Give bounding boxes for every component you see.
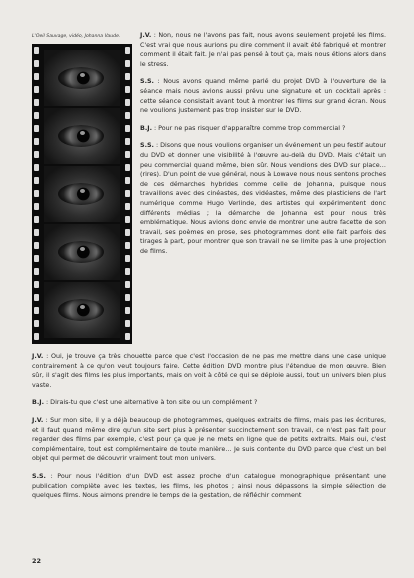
paragraph — [32, 472, 386, 501]
film-perforation — [34, 177, 39, 184]
film-perforation — [34, 203, 39, 210]
paragraph-text: : Dirais-tu que c'est une alternative à ton site ou un complément ? — [44, 399, 258, 407]
filmstrip-perforations-right — [123, 44, 132, 344]
paragraph-text: : Pour nous l'édition d'un DVD est assez proche d'un catalogue monographique présentant une publication complète avec les textes, les films, les photos ; ainsi nous dépassons la simple sélection de quelques films. Nous aimons prendre le temps de la gestation, de réfléchir comment — [32, 472, 386, 500]
film-perforation — [125, 73, 130, 80]
film-perforation — [125, 320, 130, 327]
film-perforation — [125, 138, 130, 145]
filmstrip-photo — [32, 44, 132, 344]
film-perforation — [125, 60, 130, 67]
film-perforation — [34, 242, 39, 249]
film-perforation — [34, 281, 39, 288]
paragraph — [32, 416, 386, 464]
speaker-initials: S.S. — [140, 78, 154, 86]
film-perforation — [125, 281, 130, 288]
speaker-initials: J.V. — [32, 353, 44, 360]
film-perforation — [34, 164, 39, 171]
film-perforation — [34, 268, 39, 275]
film-perforation — [34, 125, 39, 132]
film-perforation — [125, 86, 130, 93]
film-perforation — [34, 294, 39, 301]
paragraph — [32, 398, 386, 408]
speaker-initials: J.V. — [32, 416, 44, 424]
film-perforation — [125, 242, 130, 249]
film-perforation — [125, 125, 130, 132]
film-perforation — [125, 255, 130, 262]
film-perforation — [34, 216, 39, 223]
speaker-initials: B.J. — [140, 124, 153, 132]
film-perforation — [34, 73, 39, 80]
paragraph-text: : Non, nous ne l'avons pas fait, nous avons seulement projeté les films. C'est vrai que nous aurions pu dire comment il avait été fabriqué et montrer comment il était fait. Je n'ai pas pensé à tout ça, mais nous étions alors dans le stress. — [140, 32, 386, 68]
film-perforation — [34, 307, 39, 314]
film-perforation — [125, 112, 130, 119]
eye-image — [58, 299, 104, 321]
paragraph — [140, 77, 386, 115]
film-perforation — [125, 307, 130, 314]
film-perforation — [125, 177, 130, 184]
film-frame-eye — [44, 50, 120, 106]
filmstrip-perforations-left — [32, 44, 41, 344]
film-perforation — [34, 333, 39, 340]
film-perforation — [34, 255, 39, 262]
interview-column-full — [32, 352, 386, 509]
paragraph — [140, 124, 386, 134]
eye-image — [58, 183, 104, 205]
speaker-initials: S.S. — [140, 142, 154, 150]
paragraph — [32, 352, 386, 390]
eye-image — [58, 67, 104, 89]
eye-image — [58, 241, 104, 263]
film-perforation — [34, 190, 39, 197]
interview-column-right — [140, 31, 386, 264]
film-frame-eye — [44, 224, 120, 280]
film-perforation — [125, 216, 130, 223]
speaker-initials: J.V. — [140, 32, 152, 39]
speaker-initials: S.S. — [32, 472, 46, 480]
film-perforation — [125, 99, 130, 106]
film-perforation — [34, 320, 39, 327]
film-frame-eye — [44, 282, 120, 338]
film-frame-eye — [44, 108, 120, 164]
paragraph-text: : Oui, je trouve ça très chouette parce que c'est l'occasion de ne pas me mettre dans une case unique contrairement à ce qu'on veut toujours faire. Cette édition DVD montre plus l'étendue de mon œuvre. Bien sûr, il s'agit des films les plus importants, mais on voit à côté ce qui se déploie aussi, tout un univers bien plus vaste. — [32, 353, 386, 389]
film-perforation — [34, 112, 39, 119]
film-perforation — [34, 60, 39, 67]
film-perforation — [125, 333, 130, 340]
film-perforation — [34, 151, 39, 158]
paragraph — [140, 141, 386, 256]
paragraph — [140, 31, 386, 69]
film-perforation — [125, 294, 130, 301]
film-perforation — [125, 229, 130, 236]
speaker-initials: B.J. — [32, 399, 45, 407]
film-frame-eye — [44, 166, 120, 222]
film-perforation — [125, 151, 130, 158]
film-perforation — [34, 86, 39, 93]
paragraph-text: : Pour ne pas risquer d'apparaître comme trop commercial ? — [152, 124, 346, 132]
paragraph-text: : Nous avons quand même parlé du projet DVD à l'ouverture de la séance mais nous avions aussi prévu une signature et un cocktail après : cette séance consistait avant tout à montrer les films sur grand écran. Nous ne voulions justement pas trop insister sur le DVD. — [140, 78, 386, 115]
eye-image — [58, 125, 104, 147]
film-perforation — [125, 164, 130, 171]
film-perforation — [34, 229, 39, 236]
film-perforation — [125, 47, 130, 54]
image-caption: L'Oeil Sauvage, vidéo, Johanna Vaude. — [32, 34, 121, 39]
film-perforation — [125, 203, 130, 210]
page-number: 22 — [32, 557, 42, 565]
film-perforation — [125, 268, 130, 275]
film-perforation — [34, 47, 39, 54]
film-perforation — [125, 190, 130, 197]
film-perforation — [34, 138, 39, 145]
paragraph-text: : Sur mon site, il y a déjà beaucoup de photogrammes, quelques extraits de films, mais pas les écritures, et il faut quand même dire qu'un site sert plus à présenter succinctement son travail, ce n'est pas fait pour regarder des films par exemple, c'est pour ça que je ne mets en ligne que de petits extraits. Mais oui, c'est complémentaire, tout est complémentaire de toute manière… Je suis contente du DVD parce que c'est un bel objet qui permet de découvrir vraiment tout mon univers. — [32, 416, 386, 463]
paragraph-text: : Disons que nous voulions organiser un événement un peu festif autour du DVD et donner une visibilité à l'œuvre au-delà du DVD. Mais c'était un peu commercial quand même, bien sûr. Nous vendions des DVD sur place… (rires). D'un point de vue général, nous à Lowave nous nous sentons proches de ces démarches hybrides comme celle de Johanna, puisque nous travaillons avec des cinéastes, des vidéastes, même des plasticiens de l'art numérique comme Hugo Verlinde, des artistes qui expérimentent donc différents médias ; la démarche de Johanna est pour nous très emblématique. Nous avions donc envie de montrer une autre facette de son travail, ses poèmes en prose, ses photogrammes dont elle fait parfois des tirages à part, pour montrer que son travail ne se limite pas à une projection de films. — [140, 142, 386, 255]
film-perforation — [34, 99, 39, 106]
